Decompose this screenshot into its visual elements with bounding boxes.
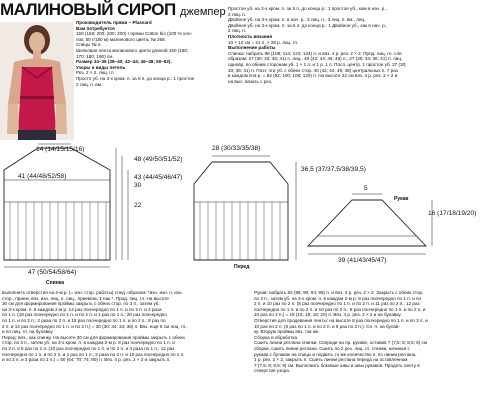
specs-column bbox=[76, 20, 224, 87]
model-photo bbox=[0, 22, 74, 140]
rightcol-line: Двойное уб. на 3-х кром. п. за 6 п. до конца р.: 1 Двойное уб., как в нач. р., bbox=[228, 22, 388, 28]
title-sub: джемпер bbox=[179, 6, 226, 18]
rightcol-line: Выполнение работы bbox=[228, 45, 276, 51]
specs-line: Спицы № 4. bbox=[76, 42, 102, 48]
spinka-height-2: 43 (44/45/46/47) bbox=[134, 174, 183, 181]
rightcol-line: образом: 27 (30; 33; 36; 41) п. лиц., 40 (42; 44; 46; 48) п., 27 (30; 33; 36; 41) п. лиц. bbox=[228, 56, 403, 62]
rightcol-line: одновр. по обеим сторонам уб. 1 × 1 п. и 1 р. 1 п. Посл. центр. 1 простое уб. 27 (30; bbox=[228, 61, 407, 67]
specs-line: 150 (150; 200; 200; 200) г пряжи Cotton bio (100 % хло- bbox=[76, 31, 193, 37]
specs-line: Просто уб. на 3-х кром. п. за 5 п. до конца р.: 1 простое bbox=[76, 75, 195, 81]
spinka-mid-width: 41 (44/48/52/58) bbox=[18, 173, 67, 180]
pered-side-label: 36,5 (37/37,5/38/39,5) bbox=[301, 166, 366, 173]
spinka-height-4: 22 bbox=[134, 202, 142, 209]
pered-top-label: 28 (30/33/35/38) bbox=[212, 145, 261, 152]
bottomright-line: 2 п. и 10 раз по 2 п. (8 раз поочередно по 1 п. и по 2 п. и 11 раз по 2 п.; 12 раз bbox=[254, 301, 420, 307]
rightcol-line: в каждом 8-м р. = 84 (92; 100; 108; 120) п. На высоте 22 см вяз. 4 р. рез. 2 × 2 и bbox=[228, 73, 398, 79]
bottomleft-line: по 1 п. (18 раз поочередно по 1 п. и по 2 п. и 1 раз по 1 п.; 20 раз поочередно bbox=[2, 312, 167, 318]
spinka-height-1: 48 (49/50/51/52) bbox=[134, 156, 183, 163]
bottomleft-line: и по лиц. гл. на булавку. bbox=[2, 329, 54, 335]
specs-line: 2 лиц. п. вм. bbox=[76, 81, 103, 87]
title-main: МАЛИНОВЫЙ СИРОП bbox=[0, 0, 176, 19]
bottomright-line: ку. Вторую проймы вяз. так же. bbox=[254, 329, 320, 335]
bottomright-line: по 3 п., затем уб. на 3-х кром. п. в каждом 2-м р. 8 раз поочередно по 1 п. и по bbox=[254, 295, 422, 301]
page-title bbox=[0, 0, 226, 20]
schematic-drawing bbox=[0, 140, 500, 286]
bottomleft-line: стор., прием, вяз. изн. лиц. п. лиц., приемом, 1 нак.*. Прод. лиц. гл. На высоте bbox=[2, 295, 169, 301]
specs-line: Рез. 2 × 2, лиц. гл. bbox=[76, 70, 115, 76]
bottomleft-line: по 2 п. и 5 раз по 1 п. (10 раз поочередно по 1 п. и по 2 п. и 3 раза по 1 п.; 12 раз bbox=[2, 345, 175, 351]
bottomright-line: Сборка и обработка bbox=[254, 334, 297, 340]
rightcol-line: Спинка: набрать 98 (108; 114; 122; 134) п. и вяз. 4 р. рез. 2 × 2. Прод. лиц. гл. сле. bbox=[228, 50, 403, 56]
bottomleft-line: и по 2 п. и 3 раза по 1 п.) = 60 (64; 70; 74; 80) п. Вяз. 4 р. рез. 2 × 2 и закрыть п. bbox=[2, 357, 171, 363]
bottomright-line: 7 (7,5; 8; 8,5; 9) см. Выполнить боковые швы и швы рукавов. Продеть ленту в bbox=[254, 362, 420, 368]
bottomright-line: отверстия узора. bbox=[254, 368, 291, 374]
bottomright-line: Рукав: набрать 82 (86; 90; 94; 98) п. и вяз. 4 р. рез. 2 × 2. Закрыть с обеих стор. bbox=[254, 290, 424, 295]
pattern-diagrams bbox=[0, 140, 500, 286]
bottomright-line: 10 раз по 2 п. (8 раз по 1 п. и по 2 п. и 8 раз по 2 п.). Сн. п. на булав- bbox=[254, 323, 400, 329]
bottomright-line: поочередно по 1 п. и по 2 п. и 10 раз по 2 п.; 8 раз поочередно по 1 п. и по 2 п. и bbox=[254, 306, 426, 312]
bottom-left-column bbox=[2, 290, 250, 363]
rightcol-line: Простое уб. на 3-х кром. п. за 5 п. до конца р.: 1 простое уб., кам в нач. р., bbox=[228, 6, 387, 11]
spinka-caption: Спинка bbox=[46, 280, 65, 286]
bottomleft-line: выполнить отверстия на 2-м р. (= изн. стор. работы) след. образом: *изн. изн. п. изн. bbox=[2, 290, 183, 295]
bottomright-line: Отверстия для продевания ленты: на высоте 8 раз поочередно по 1 п. и по 2 п. и bbox=[254, 317, 428, 323]
bottomleft-line: поочередно по 1 п. и по 2 п. и 1 раз по 1 п.; 2 раза по 2 п. и 10 раз поочередно по 1 п. bbox=[2, 351, 185, 357]
specs-line: Вам потребуется bbox=[76, 25, 115, 31]
specs-line: Производитель пряжи – Plassard bbox=[76, 20, 152, 25]
spinka-bottom-width: 47 (50/54/58/64) bbox=[28, 269, 77, 276]
spinka-height-3: 30 bbox=[134, 182, 142, 189]
rightcol-line: Плотность вязания bbox=[228, 33, 273, 39]
rightcol-line: 10 × 10 см = 21 п. × 28 р. лиц. гл. bbox=[228, 39, 299, 45]
pered-caption: Перед bbox=[234, 264, 250, 270]
specs-line: 170; 180; 190) см. bbox=[76, 53, 114, 59]
bottom-right-column bbox=[254, 290, 498, 374]
bottomleft-line: на 3-х кром. п. в каждом 2-м р. 14 раз поочередно по 1 п. и по 2 п. и 3 раза bbox=[2, 306, 162, 312]
rightcol-line: Двойное уб. на 3-х кром. п. в нач. р.: 3 лиц. п., 3 лиц. п. вм., лиц. bbox=[228, 17, 366, 23]
specs-line: Узоры и виды петель bbox=[76, 64, 126, 70]
specs-line: Размер 34–36 (38–40; 42–44; 46–48; 50–52). bbox=[76, 59, 172, 65]
rightcol-line: 2 лиц. п. bbox=[228, 28, 247, 34]
bottomright-line: 10 раз по 2 п.) = 16 (16; 18; 18; 20) п. Вяз. 4 р. рез. 2 × 2 и на булавку. bbox=[254, 312, 402, 318]
rukav-caption: Рукав bbox=[394, 196, 409, 202]
bottomleft-line: стор. по 3 п., затем уб. на 3-х кром. п. в каждом 2-м р. 8 раз поочередно по 1 п. и bbox=[2, 340, 175, 346]
instructions-column bbox=[228, 6, 498, 84]
bottomright-line: сборки, сшить линии реглана. Сшить по 2 рез. лиц. гл. стежки, начиная с bbox=[254, 345, 410, 351]
rukav-bottom-width: 39 (41/43/45/47) bbox=[338, 257, 387, 264]
model-photo-illustration bbox=[0, 22, 74, 140]
specs-line: пок; 50 г/180 м) малинового цвета, № 268. bbox=[76, 36, 166, 42]
bottomright-line: 1 р. рез. 2 × 2, закрыть п. Сшить линии реглана переда на оставленном bbox=[254, 357, 408, 363]
rightcol-line: 2 лиц. п. bbox=[228, 11, 247, 17]
bottomleft-line: по 1 п. и по 2 п.; 2 раза по 2 п. и 18 раз поочередно по 1 п. и по 2 п.; 8 раз по bbox=[2, 317, 166, 323]
spinka-top-label: 14 (14/15/15/16) bbox=[36, 146, 85, 153]
bottomleft-line: Перед: вяз., как спинку. На высоте 30 см для формирования проймы закрыть с обеих bbox=[2, 334, 185, 340]
bottomleft-line: 30 см для формирования проймы закрыть с обеих стор. по 3 п., затем уб. bbox=[2, 301, 160, 307]
specs-line: Шелковая лента малинового цвета длиной 150 (160; bbox=[76, 47, 189, 53]
bottomright-line: рукава с булавок на спицы и подвить то же количество п. по линии реглана, bbox=[254, 351, 417, 357]
rightcol-line: 33; 36; 41) п. Поэт. эти уб. с обеих стор. 40 (42; 44; 46; 48) центральных п. 7 раз bbox=[228, 67, 398, 73]
rukav-top-label: 5 bbox=[364, 185, 368, 192]
bottomright-line: Сшить линии реглана спинки. Спереди на пр. рукаве, оставив 7 (7,5; 8; 8,5; 9) см bbox=[254, 340, 427, 346]
rightcol-line: на выс. вязать с рез. bbox=[228, 78, 273, 84]
bottomleft-line: 2 п. и 14 раз поочередно по 1 п. и по 2 п.) = 30 (30; 34; 34; 36) п. Вяз. еще 5 см лиц. гл., bbox=[2, 323, 188, 329]
rukav-height-label: 16 (17/18/19/20) bbox=[428, 210, 477, 217]
